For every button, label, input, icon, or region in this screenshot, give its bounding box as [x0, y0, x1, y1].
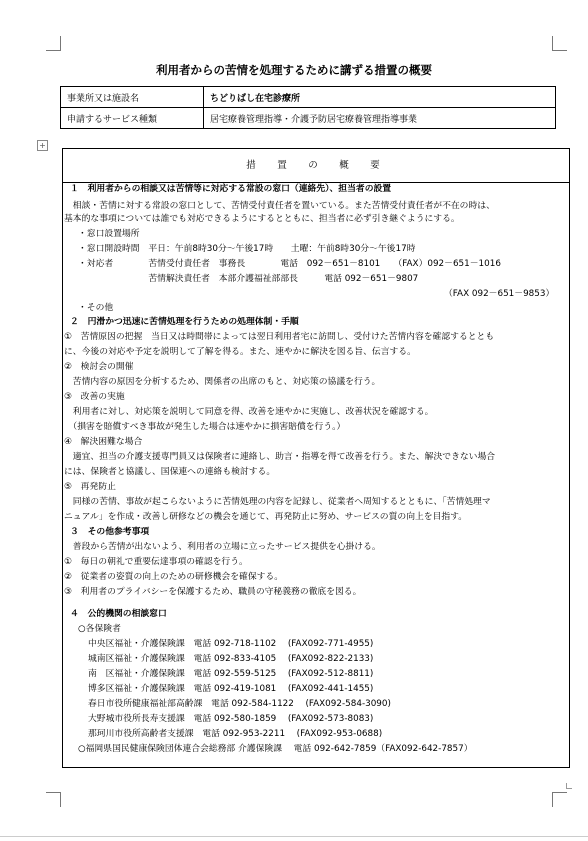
text-line: ○各保険者: [78, 624, 121, 634]
table-row: [61, 87, 556, 108]
section-2-heading: ２ 円滑かつ迅速に苦情処理を行うための処理体制・手順: [70, 317, 299, 327]
text-line: ・対応者 苦情受付責任者 事務長 電話 092－651－8101 （FAX）092－651－1016: [78, 259, 501, 269]
contact-line: 中央区福祉・介護保険課 電話 092-718-1102 (FAX092-771-4955): [88, 639, 374, 649]
crop-mark-bottom-left: [46, 792, 61, 807]
text-line: 苦情内容の原因を分析するため、関係者の出席のもと、対応策の協議を行う。: [64, 377, 381, 387]
section-4-heading: ４ 公的機関の相談窓口: [70, 609, 167, 619]
office-name-value[interactable]: ちどりばし在宅診療所: [204, 87, 556, 108]
crop-mark-top-right: [552, 36, 567, 51]
text-line: ・窓口開設時間 平日：午前8時30分～午後17時 土曜：午前8時30分～午後17時: [78, 244, 416, 254]
text-line: 適宜、担当の介護支援専門員又は保険者に連絡し、助言・指導を得て改善を行う。また、解決できない場合: [64, 452, 496, 462]
text-line: ・その他: [78, 303, 114, 313]
text-line: ② 従業者の姿質の向上のための研修機会を確保する。: [64, 572, 284, 582]
table-resize-handle-icon[interactable]: [566, 783, 572, 789]
crop-mark-top-left: [46, 36, 61, 51]
contact-line: ○福岡県国民健康保険団体連合会総務部 介護保険課 電話 092-642-7859（FAX092-642-7857）: [78, 744, 473, 754]
service-type-value[interactable]: 居宅療養管理指導・介護予防居宅療養管理指導事業: [204, 108, 556, 129]
measures-heading: 措 置 の 概 要: [63, 149, 569, 183]
text-line: 利用者に対し、対応策を説明して同意を得、改善を速やかに実施し、改善状況を確認する。: [64, 407, 434, 417]
text-line: ・窓口設置場所: [78, 229, 140, 239]
text-line: 基本的な事項については誰でも対応できるようにするとともに、担当者に必ず引き継ぐようにする。: [64, 214, 460, 224]
text-line: ニュアル」を作成・改善し研修などの機会を通じて、再発防止に努め、サービスの質の向上を目指す。: [64, 512, 468, 522]
section-1-heading: １ 利用者からの相談又は苦情等に対応する常設の窓口（連絡先）、担当者の設置: [70, 184, 392, 194]
office-name-label: 事業所又は施設名: [61, 87, 204, 108]
contact-line: 南 区福祉・介護保険課 電話 092-559-5125 (FAX092-512-8811): [88, 669, 374, 679]
text-line: 相談・苦情に対する常設の窓口として、苦情受付責任者を置いている。また苦情受付責任者が不在の時は、: [64, 201, 495, 211]
text-line: 同様の苦情、事故が起こらないように苦情処理の内容を記録し、従業者へ周知するとともに、「苦情処理マ: [64, 497, 491, 507]
table-row: [61, 108, 556, 129]
text-line: ① 苦情原因の把握 当日又は時間帯によっては翌日利用者宅に訪問し、受付けた苦情内容を確認するととも: [64, 332, 495, 342]
crop-mark-bottom-right: [552, 792, 567, 807]
text-line: ① 毎日の朝礼で重要伝達事項の確認を行う。: [64, 557, 248, 567]
text-line: （FAX 092－651－9853）: [444, 289, 555, 299]
section-3-heading: ３ その他参考事項: [70, 527, 150, 537]
text-line: ③ 改善の実施: [64, 392, 125, 402]
contact-line: 博多区福祉・介護保険課 電話 092-419-1081 (FAX092-441-1455): [88, 684, 374, 694]
text-line: に、今後の対応や予定を説明して了解を得る。また、速やかに解決を図る旨、伝言する。: [64, 347, 416, 357]
office-info-table: [60, 86, 556, 129]
text-line: 普段から苦情が出ないよう、利用者の立場に立ったサービス提供を心掛ける。: [64, 542, 381, 552]
table-move-handle-icon[interactable]: +: [37, 140, 48, 151]
text-line: ③ 利用者のプライバシーを保護するため、職員の守秘義務の徹底を図る。: [64, 587, 362, 597]
contact-line: 大野城市役所長寿支援課 電話 092-580-1859 (FAX092-573-8083): [88, 714, 374, 724]
text-line: ⑤ 再発防止: [64, 482, 116, 492]
text-line: には、保険者と協議し、国保連への連絡も検討する。: [64, 467, 276, 477]
document-title: 利用者からの苦情を処理するために講ずる措置の概要: [156, 63, 432, 77]
service-type-label: 申請するサービス種類: [61, 108, 204, 129]
contact-line: 春日市役所健康福祉部高齢課 電話 092-584-1122 (FAX092-584-3090): [88, 699, 391, 709]
contact-line: 那珂川市役所高齢者支援課 電話 092-953-2211 (FAX092-953-0688): [88, 729, 383, 739]
page-bottom-divider: [0, 836, 588, 837]
text-line: （損害を賠償すべき事故が発生した場合は速やかに損害賠償を行う。）: [64, 422, 346, 432]
contact-line: 城南区福祉・介護保険課 電話 092-833-4105 (FAX092-822-2133): [88, 654, 374, 664]
text-line: 苦情解決責任者 本部介護福祉部部長 電話 092－651－9807: [78, 274, 419, 284]
text-line: ② 検討会の開催: [64, 362, 134, 372]
text-line: ④ 解決困難な場合: [64, 437, 143, 447]
